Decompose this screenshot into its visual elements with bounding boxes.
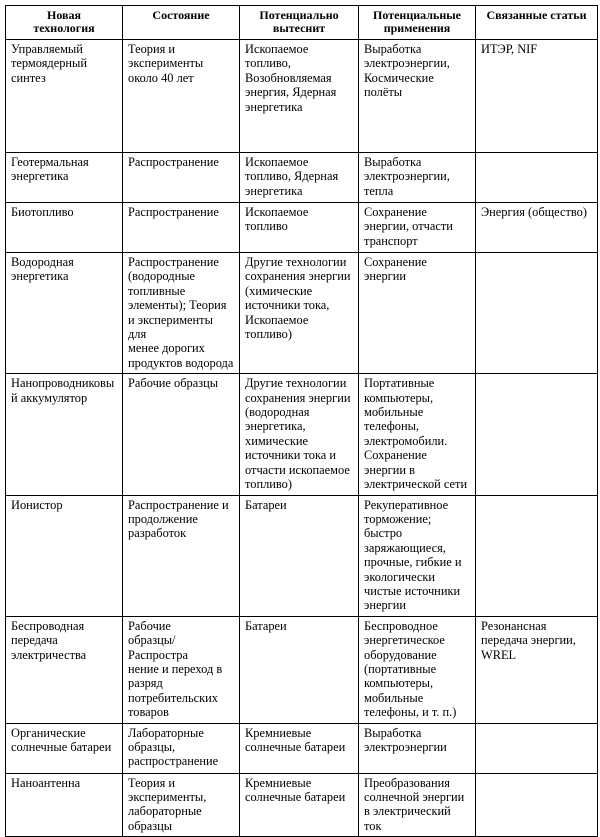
header-displaces: Потенциально вытеснит — [240, 6, 359, 40]
applications-cell: Сохранение энергии — [359, 253, 476, 374]
table-row — [6, 616, 598, 723]
displaces-cell: Ископаемое топливо, Возобновляемая энергия, Ядерная энергетика — [240, 40, 359, 153]
applications-cell: Беспроводное энергетическое оборудование (портативные компьютеры, мобильные телефоны, и т. п.) — [359, 616, 476, 723]
status-cell: Распространение — [123, 203, 240, 253]
table-row — [6, 374, 598, 495]
header-applications: Потенциальные применения — [359, 6, 476, 40]
displaces-cell: Батареи — [240, 616, 359, 723]
technology-cell: Беспроводная передача электричества — [6, 616, 123, 723]
related-cell — [476, 374, 598, 495]
technology-cell: Водородная энергетика — [6, 253, 123, 374]
status-cell: Лабораторные образцы, распространение — [123, 723, 240, 773]
status-cell: Рабочие образцы/Распростра нение и переход в разряд потребительских товаров — [123, 616, 240, 723]
related-cell: ИТЭР, NIF — [476, 40, 598, 153]
displaces-cell: Батареи — [240, 495, 359, 616]
status-cell: Теория и эксперименты около 40 лет — [123, 40, 240, 153]
related-cell — [476, 495, 598, 616]
displaces-cell: Другие технологии сохранения энергии (химические источники тока, Ископаемое топливо) — [240, 253, 359, 374]
status-cell: Распространение — [123, 153, 240, 203]
table-row — [6, 203, 598, 253]
related-cell: Резонансная передача энергии, WREL — [476, 616, 598, 723]
related-cell — [476, 153, 598, 203]
applications-cell: Портативные компьютеры, мобильные телефоны, электромобили. Сохранение энергии в электрической сети — [359, 374, 476, 495]
applications-cell: Выработка электроэнергии, Космические полёты — [359, 40, 476, 153]
applications-cell: Преобразования солнечной энергии в электрический ток — [359, 773, 476, 837]
technology-cell: Управляемый термоядерный синтез — [6, 40, 123, 153]
related-cell — [476, 773, 598, 837]
table-row — [6, 253, 598, 374]
displaces-cell: Кремниевые солнечные батареи — [240, 773, 359, 837]
status-cell: Теория и эксперименты, лабораторные образцы — [123, 773, 240, 837]
technology-cell: Органические солнечные батареи — [6, 723, 123, 773]
status-cell: Распространение и продолжение разработок — [123, 495, 240, 616]
displaces-cell: Кремниевые солнечные батареи — [240, 723, 359, 773]
technology-cell: Биотопливо — [6, 203, 123, 253]
table-row — [6, 495, 598, 616]
header-technology: Новая технология — [6, 6, 123, 40]
technology-cell: Наноантенна — [6, 773, 123, 837]
related-cell — [476, 253, 598, 374]
table-row — [6, 723, 598, 773]
header-related: Связанные статьи — [476, 6, 598, 40]
related-cell: Энергия (общество) — [476, 203, 598, 253]
table-row — [6, 773, 598, 837]
applications-cell: Сохранение энергии, отчасти транспорт — [359, 203, 476, 253]
table-row — [6, 40, 598, 153]
status-cell: Рабочие образцы — [123, 374, 240, 495]
applications-cell: Выработка электроэнергии — [359, 723, 476, 773]
status-cell: Распространение (водородные топливные элементы); Теория и эксперименты для менее дорогих продуктов водорода — [123, 253, 240, 374]
related-cell — [476, 723, 598, 773]
header-row — [6, 6, 598, 40]
header-status: Состояние — [123, 6, 240, 40]
applications-cell: Выработка электроэнергии, тепла — [359, 153, 476, 203]
technologies-table — [5, 5, 598, 837]
technology-cell: Нанопроводниковы й аккумулятор — [6, 374, 123, 495]
technology-cell: Геотермальная энергетика — [6, 153, 123, 203]
displaces-cell: Другие технологии сохранения энергии (водородная энергетика, химические источники тока и отчасти ископаемое топливо) — [240, 374, 359, 495]
displaces-cell: Ископаемое топливо, Ядерная энергетика — [240, 153, 359, 203]
displaces-cell: Ископаемое топливо — [240, 203, 359, 253]
applications-cell: Рекуперативное торможение; быстро заряжающиеся, прочные, гибкие и экологически чистые источники энергии — [359, 495, 476, 616]
technology-cell: Ионистор — [6, 495, 123, 616]
table-row — [6, 153, 598, 203]
